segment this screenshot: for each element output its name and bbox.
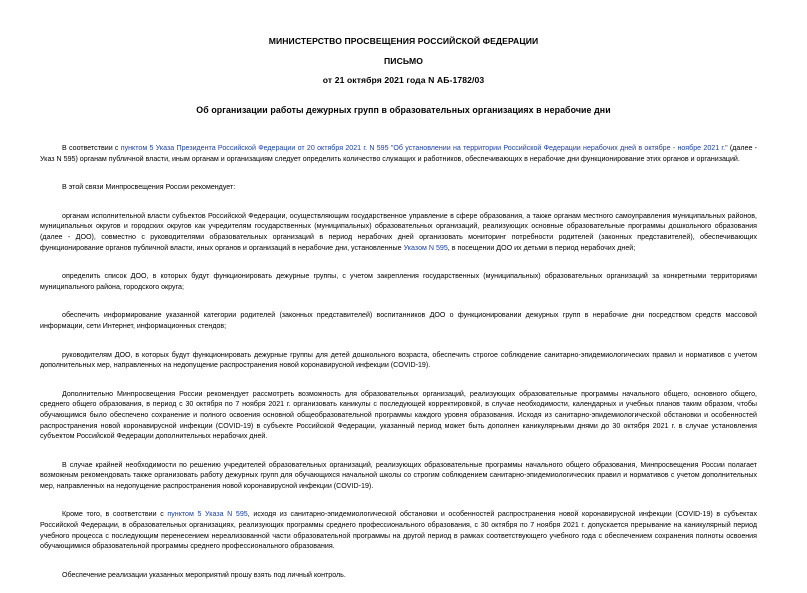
document-title: Об организации работы дежурных групп в образовательных организациях в нерабочие дни <box>196 105 611 115</box>
paragraph-8: В случае крайней необходимости по решению учредителей образовательных организаций, реализующих образовательные программы начального общего образования, Минпросвещения России полагает возможным рекомендовать также организовать работу дежурных групп для обучающихся начальной школы со строгим соблюдением санитарно-эпидемиологических правил и нормативов с учетом дополнительных мер, направленных на недопущение распространения новой коронавирусной инфекции (COVID-19). <box>40 460 757 490</box>
paragraph-6: руководителям ДОО, в которых будут функционировать дежурные группы для детей дошкольного возраста, обеспечить строгое соблюдение санитарно-эпидемиологических правил и нормативов с учетом дополнительных мер, направленных на недопущение распространения новой коронавирусной инфекции (COVID-19). <box>40 350 757 370</box>
decree-point-5-link[interactable]: пунктом 5 Указа N 595 <box>167 510 248 519</box>
paragraph-9: Кроме того, в соответствии с пунктом 5 Указа N 595, исходя из санитарно-эпидемиологической обстановки и особенностей распространения новой коронавирусной инфекции (COVID-19) в субъектах Российской Федерации, в образовательных организациях, реализующих программы среднего профессионального образования, с 30 октября по 7 ноября 2021 г. допускается прерывание на каникулярный период учебного процесса с последующим перенесением нереализованной части образовательной программы на другой период в рамках соответствующего учебного года с обеспечением сохранения полноты освоения обучающимися образовательной программы среднего профессионального образования. <box>40 510 758 551</box>
paragraph-3: органам исполнительной власти субъектов Российской Федерации, осуществляющим государственное управление в сфере образования, а также органам местного самоуправления муниципальных районов, муниципальных округов и городских округов как учредителям государственных (муниципальных) образовательных организаций, реализующих основные образовательные программы дошкольного образования (далее - ДОО), совместно с руководителями образовательных организаций в период нерабочих дней организовать мониторинг потребности родителей (законных представителей), обеспечивающих функционирование органов публичной власти, иных органов и организаций в нерабочие дни, установленные Указом N 595, в посещении ДОО их детьми в период нерабочих дней; <box>40 211 757 252</box>
paragraph-7: Дополнительно Минпросвещения России рекомендует рассмотреть возможность для образовательных организаций, реализующих образовательные программы начального общего, основного общего, среднего общего образования, в период с 30 октября по 7 ноября 2021 г. организовать каникулы с последующей корректировкой, в случае необходимости, календарных и учебных планов таким образом, чтобы обучающимся было обеспечено сохранение и полного освоения основной общеобразовательной программы каждого уровня образования. Исходя из санитарно-эпидемиологической обстановки и особенностей распространения новой коронавирусной инфекции (COVID-19) в субъекте Российской Федерации, указанный период может быть дополнен каникулярными днями до 30 октября 2021 г. в случае установления субъектом Российской Федерации дополнительных нерабочих дней. <box>40 389 757 441</box>
paragraph-1: В соответствии с пунктом 5 Указа Президента Российской Федерации от 20 октября 2021 г. N 595 "Об установлении на территории Российской Федерации нерабочих дней в октябре - ноябре 2021 г." (далее - Указ N 595) органам публичной власти, иным органам и организациям следует определить количество служащих и работников, обеспечивающих в нерабочие дни функционирование этих органов и организаций. <box>40 144 758 163</box>
paragraph-4: определить список ДОО, в которых будут функционировать дежурные группы, с учетом закрепления государственных (муниципальных) образовательных организаций за конкретными территориями муниципального района, городского округа; <box>40 272 757 291</box>
document-type: ПИСЬМО <box>384 56 423 66</box>
document-date-number: от 21 октября 2021 года N АБ-1782/03 <box>322 75 485 85</box>
paragraph-5: обеспечить информирование указанной категории родителей (законных представителей) воспитанников ДОО о функционировании дежурных групп в нерабочие дни посредством средств массовой информации, сети Интернет, информационных стендов; <box>40 311 757 330</box>
paragraph-10: Обеспечение реализации указанных мероприятий прошу взять под личный контроль. <box>62 570 346 579</box>
ministry-heading: МИНИСТЕРСТВО ПРОСВЕЩЕНИЯ РОССИЙСКОЙ ФЕДЕРАЦИИ <box>268 36 539 46</box>
decree-595-link[interactable]: Указом N 595 <box>403 243 448 252</box>
decree-link[interactable]: пунктом 5 Указа Президента Российской Федерации от 20 октября 2021 г. N 595 "Об установлении на территории Российской Федерации нерабочих дней в октябре - ноябре 2021 г." <box>120 144 728 152</box>
document-body <box>40 143 757 593</box>
paragraph-2: В этой связи Минпросвещения России рекомендует: <box>62 183 236 192</box>
